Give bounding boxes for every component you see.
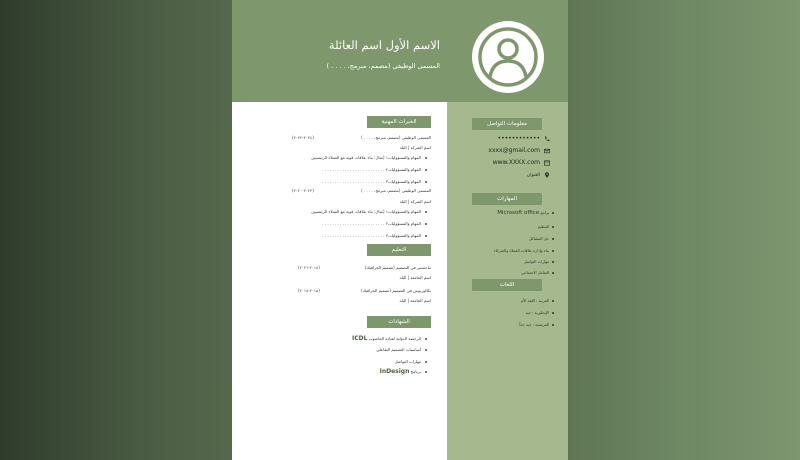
certificate-item: برنامج InDesign	[380, 368, 427, 375]
contact-section-title: معلومات التواصل	[472, 118, 542, 130]
contact-website-value[interactable]: www.XXXX.com	[492, 159, 540, 166]
education-degree: ماجستير في التصميم (تصميم الجرافيك)	[364, 265, 431, 270]
skill-item: التعامل الاجتماعي	[521, 270, 554, 275]
education-section-title: التعليم	[367, 244, 431, 256]
language-item: الإنجليزية : جيد	[526, 310, 555, 315]
contact-address	[527, 172, 550, 178]
contact-phone	[498, 135, 550, 142]
experience-task: المهام والمسؤوليات٣ . . . . . . . . . . . . . . . . . . . . . . . . .	[322, 179, 427, 184]
resume-page	[232, 0, 568, 460]
contact-email-value[interactable]: xxxx@gmail.com	[488, 147, 540, 154]
experience-task: المهام والمسؤوليات١ (مثال: بناء علاقات قوية مع العملاء الرئيسيين	[311, 155, 427, 160]
language-item: العربية : اللغة الأم	[521, 298, 554, 303]
experience-job-title: المسمى الوظيفي (مصمم، مبرمج، . . . . )	[361, 135, 431, 140]
education-degree: بكالوريوس في التصميم (تصميم الجرافيك)	[361, 288, 431, 293]
phone-icon	[544, 136, 550, 142]
experience-company: اسم الشركة | البلد	[399, 145, 431, 150]
education-school: اسم الجامعة | البلد	[399, 275, 431, 280]
skill-item: مهارات التواصل	[524, 259, 554, 264]
certificate-item: مهارات التواصل	[395, 359, 427, 364]
certificate-item: أساسيات التصميم التفاعلي	[376, 347, 427, 352]
experience-company: اسم الشركة | البلد	[399, 199, 431, 204]
experience-task: المهام والمسؤوليات١ (مثال: بناء علاقات قوية مع العملاء الرئيسيين	[311, 209, 427, 214]
sidebar	[447, 102, 568, 460]
contact-phone-value: ••••••••••••	[497, 135, 540, 142]
certificates-section-title: الشهادات	[367, 316, 431, 328]
avatar	[472, 21, 544, 93]
skills-section-title: المهارات	[472, 193, 542, 205]
experience-task: المهام والمسؤوليات٣ . . . . . . . . . . . . . . . . . . . . . . . . .	[322, 233, 427, 238]
certificate-item: الرخصة الدولية لقيادة الحاسوب ICDL	[352, 335, 427, 342]
main-content	[232, 102, 447, 460]
user-icon	[472, 21, 544, 93]
experience-date: (٢٠٢٤-٢٠٢٢)	[292, 135, 314, 140]
job-title: المسمى الوظيفي (مصمم، مبرمج، . . . . )	[326, 62, 440, 70]
experience-date: (٢٠٢٢-٢٠٢٠)	[292, 188, 314, 193]
location-icon	[544, 172, 550, 178]
skill-item: حل المشاكل	[529, 236, 554, 241]
experience-task: المهام والمسؤوليات٢ . . . . . . . . . . . . . . . . . . . . . . . . .	[322, 221, 427, 226]
person-name: الاسم الأول اسم العائلة	[328, 38, 440, 52]
education-date: (٢٠١٥-٢٠١٨)	[298, 288, 320, 293]
experience-task: المهام والمسؤوليات٢ . . . . . . . . . . . . . . . . . . . . . . . . .	[322, 167, 427, 172]
contact-email	[488, 147, 550, 154]
education-school: اسم الجامعة | البلد	[399, 298, 431, 303]
experience-job-title: المسمى الوظيفي (مصمم، مبرمج، . . . . )	[361, 188, 431, 193]
contact-website	[493, 159, 550, 166]
skill-item: التنظيم	[538, 224, 554, 229]
experience-section-title: الخبرات المهنية	[367, 116, 431, 128]
education-date: (٢٠١٨-٢٠٢١)	[298, 265, 320, 270]
resume-header	[232, 0, 568, 102]
language-item: الفرنسية : جيد جداً	[519, 322, 554, 327]
email-icon	[544, 148, 550, 154]
website-icon	[544, 160, 550, 166]
skill-item: برامج Microsoft office	[497, 210, 554, 216]
watermark-logo: خمسات	[352, 426, 436, 451]
contact-address-value: العنوان	[526, 172, 540, 178]
skill-item: بناء وإدارة علاقات العملاء والشركاء	[494, 248, 554, 253]
languages-section-title: اللغات	[472, 279, 542, 291]
